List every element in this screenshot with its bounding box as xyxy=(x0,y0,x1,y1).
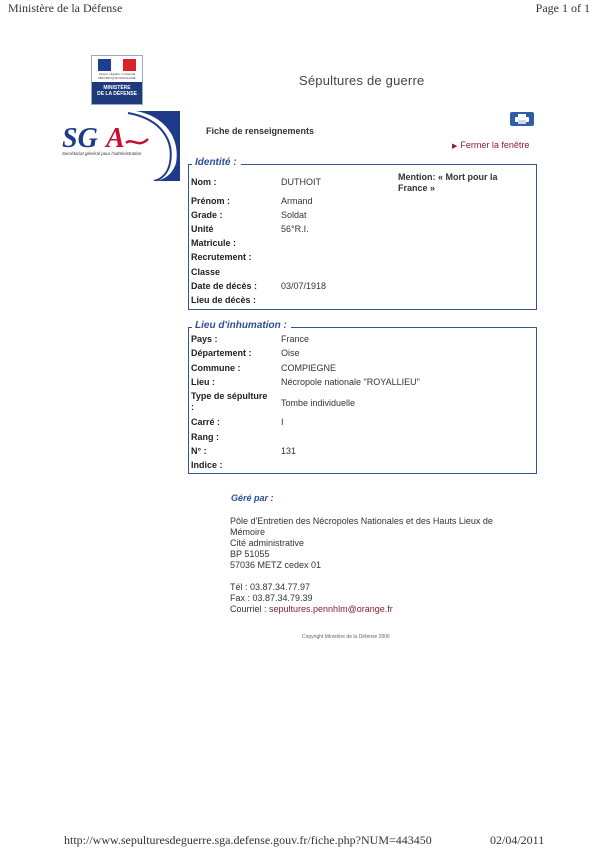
ministry-logo-motto: Liberté • Égalité • Fraternité RÉPUBLIQUE FRANÇAISE xyxy=(98,72,136,80)
svg-text:SG: SG xyxy=(62,123,98,154)
value-numero: 131 xyxy=(281,446,297,456)
svg-text:A: A xyxy=(106,123,125,154)
arrow-right-icon: ▶ xyxy=(452,143,458,150)
label-lieu: Lieu : xyxy=(191,377,215,387)
label-date-deces: Date de décès : xyxy=(191,281,258,291)
label-classe: Classe xyxy=(191,267,221,277)
value-departement: Oise xyxy=(281,348,300,358)
value-carre: I xyxy=(281,417,284,427)
telephone: Tél : 03.87.34.77.97 xyxy=(230,582,311,592)
label-unite: Unité xyxy=(191,224,214,234)
address-line: 57036 METZ cedex 01 xyxy=(230,560,322,570)
print-button[interactable] xyxy=(510,112,534,126)
value-grade: Soldat xyxy=(281,210,307,220)
print-footer-date: 02/04/2011 xyxy=(490,833,545,847)
label-carre: Carré : xyxy=(191,417,221,427)
close-window-label: Fermer la fenêtre xyxy=(460,140,530,150)
fax: Fax : 03.87.34.79.39 xyxy=(230,593,313,603)
ministry-logo-name: MINISTÈRE DE LA DÉFENSE xyxy=(92,82,142,104)
email-link[interactable]: sepultures.pennhlm@orange.fr xyxy=(269,604,393,614)
gere-par-title: Géré par : xyxy=(231,493,274,503)
label-matricule: Matricule : xyxy=(191,238,237,248)
value-date-deces: 03/07/1918 xyxy=(281,281,327,291)
label-recrutement: Recrutement : xyxy=(191,252,252,262)
inhumation-legend: Lieu d'inhumation : xyxy=(192,320,291,331)
fiche-title: Fiche de renseignements xyxy=(206,126,315,136)
site-title: Sépultures de guerre xyxy=(299,73,425,88)
print-header-title: Ministère de la Défense xyxy=(8,1,123,15)
courriel-row xyxy=(230,604,393,615)
value-prenom: Armand xyxy=(281,196,313,206)
value-pays: France xyxy=(281,334,310,344)
label-prenom: Prénom : xyxy=(191,196,231,206)
label-departement: Département : xyxy=(191,348,252,358)
value-nom: DUTHOIT xyxy=(281,177,321,187)
ministry-logo xyxy=(91,55,143,105)
print-footer-url: http://www.sepulturesdeguerre.sga.defense.gouv.fr/fiche.php?NUM=443450 xyxy=(64,833,432,847)
label-numero: N° : xyxy=(191,446,207,456)
french-flag-icon xyxy=(98,59,136,71)
label-indice: Indice : xyxy=(191,460,223,470)
value-commune: COMPIEGNE xyxy=(281,363,337,373)
label-rang: Rang : xyxy=(191,432,219,442)
label-nom: Nom : xyxy=(191,177,217,187)
label-lieu-deces: Lieu de décès : xyxy=(191,295,257,305)
courriel-label: Courriel : xyxy=(230,604,270,614)
mention: Mention: « Mort pour la France » xyxy=(398,172,498,193)
value-type-sepulture: Tombe individuelle xyxy=(281,398,356,408)
print-header-page: Page 1 of 1 xyxy=(535,1,590,15)
address-line: Pôle d'Entretien des Nécropoles Nationales et des Hauts Lieux de xyxy=(230,516,493,526)
identite-legend: Identité : xyxy=(192,157,241,168)
address-line: BP 51055 xyxy=(230,549,270,559)
label-commune: Commune : xyxy=(191,363,241,373)
label-type-sepulture: Type de sépulture : xyxy=(191,391,268,412)
label-pays: Pays : xyxy=(191,334,218,344)
address-line: Mémoire xyxy=(230,527,266,537)
address-line: Cité administrative xyxy=(230,538,305,548)
value-lieu: Nécropole nationale "ROYALLIEU" xyxy=(281,377,420,387)
close-window-link[interactable] xyxy=(452,140,529,150)
printer-icon xyxy=(515,114,529,124)
sga-logo-caption: Secrétariat général pour l'administration xyxy=(62,151,142,156)
copyright: Copyright Ministère de la Défense 2006 xyxy=(302,634,390,640)
value-unite: 56°R.I. xyxy=(281,224,309,234)
label-grade: Grade : xyxy=(191,210,223,220)
sga-logo xyxy=(58,111,180,181)
